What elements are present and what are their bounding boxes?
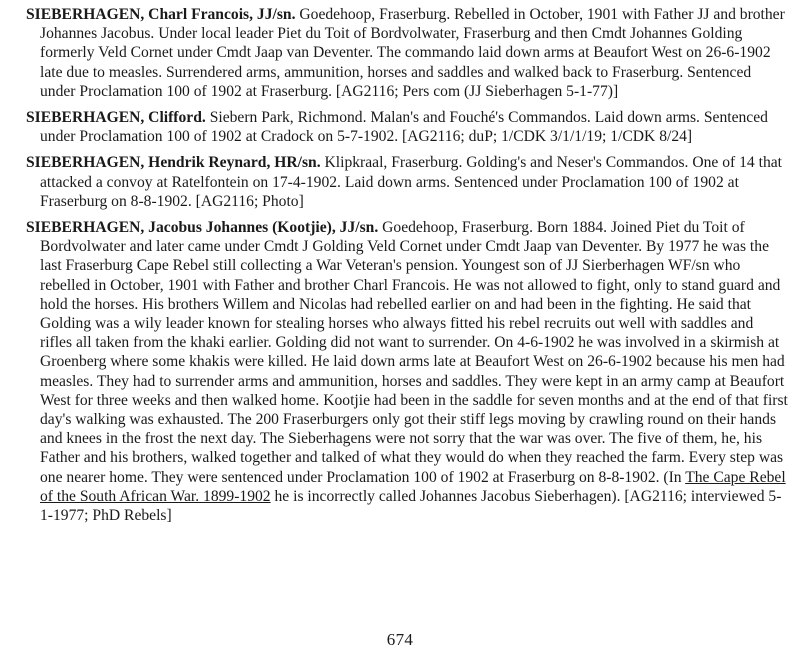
entry-clifford bbox=[26, 108, 788, 146]
entry-abbreviation: , JJ/sn. bbox=[331, 219, 379, 237]
entry-name: SIEBERHAGEN, Charl Francois bbox=[26, 6, 250, 23]
entry-name: SIEBERHAGEN, Clifford. bbox=[26, 109, 206, 127]
entry-hendrik-reynard bbox=[26, 153, 788, 211]
entry-text: Goedehoop, Fraserburg. Born 1884. Joined Piet du Toit of Bordvolwater and later came under Cmdt J Golding Veld Cornet under Cmdt Jaap van Deventer. By 1977 he was the last Fraserburg Cape Rebel still collecting a War Veteran's pension. Youngest son of JJ Sierberhagen WF/sn who rebelled in October, 1901 with Father and brother Charl Francois. He was not allowed to fight, only to stand guard and hold the horses. His brothers Willem and Nicolas had rebelled earlier on and had been in the fighting. He said that Golding was a wily leader known for stealing horses who always fitted his rebel recruits out well with saddles and rifles all taken from the khaki earlier. Golding did not want to surrender. On 4-6-1902 he was involved in a skirmish at Groenberg where some khakis were killed. He laid down arms late at Beaufort West on 26-6-1902 because his men had measles. They had to surrender arms and ammunition, horses and saddles. They were kept in an army camp at Beaufort West for three weeks and then walked home. Kootjie had been in the saddle for seven months and at the end of that first day's walking was exhausted. The 200 Fraserburgers only got their stiff legs moving by crawling round on their hands and knees in the frost the next day. The Sieberhagens were not sorry that the war was over. The five of them, he, his Father and his brothers, walked together and talked of what they would do when they reached the farm. Every step was one nearer home. They were sentenced under Proclamation 100 of 1902 at Fraserburg on 8-8-1902. (In bbox=[40, 219, 788, 486]
entry-text: Klipkraal, Fraserburg. Golding's and Neser's Commandos. One of 14 that attacked a convoy at Ratelfontein on 17-4-1902. Laid down arms. Sentenced under Proclamation 100 of 1902 at Fraserburg on 8-8-1902. [AG2116; Photo] bbox=[40, 154, 782, 210]
book-title: The Cape Rebel of the South African War. 1899-1902 bbox=[40, 468, 786, 505]
entry-name: SIEBERHAGEN, Jacobus Johannes (Kootjie) bbox=[26, 219, 332, 237]
entry-text-after: he is incorrectly called Johannes Jacobus Sieberhagen). [AG2116; interviewed 5-1-1977; PhD Rebels] bbox=[40, 487, 782, 525]
page-number: 674 bbox=[386, 630, 414, 649]
entry-jacobus-johannes bbox=[26, 218, 788, 525]
entry-name: SIEBERHAGEN, Hendrik Reynard bbox=[26, 154, 267, 172]
entry-abbreviation: , HR/sn. bbox=[266, 154, 321, 172]
entry-text: Siebern Park, Richmond. Malan's and Fouché's Commandos. Laid down arms. Sentenced under Proclamation 100 of 1902 at Cradock on 5-7-1902. [AG2116; duP; 1/CDK 3/1/1/19; 1/CDK 8/24] bbox=[40, 109, 768, 146]
entry-text: Goedehoop, Fraserburg. Rebelled in October, 1901 with Father JJ and brother Johannes Jacobus. Under local leader Piet du Toit of Bordvolwater, Fraserburg and then Cmdt Johannes Golding formerly Veld Cornet under Cmdt Jaap van Deventer. The commando laid down arms at Beaufort West on 26-6-1902 late due to measles. Surrendered arms, ammunition, horses and saddles and walked back to Fraserburg. Sentenced under Proclamation 100 of 1902 at Fraserburg. [AG2116; Pers com (JJ Sieberhagen 5-1-77)] bbox=[40, 6, 785, 100]
entry-abbreviation: , JJ/sn. bbox=[249, 6, 296, 23]
entry-charl-francois bbox=[26, 5, 788, 101]
